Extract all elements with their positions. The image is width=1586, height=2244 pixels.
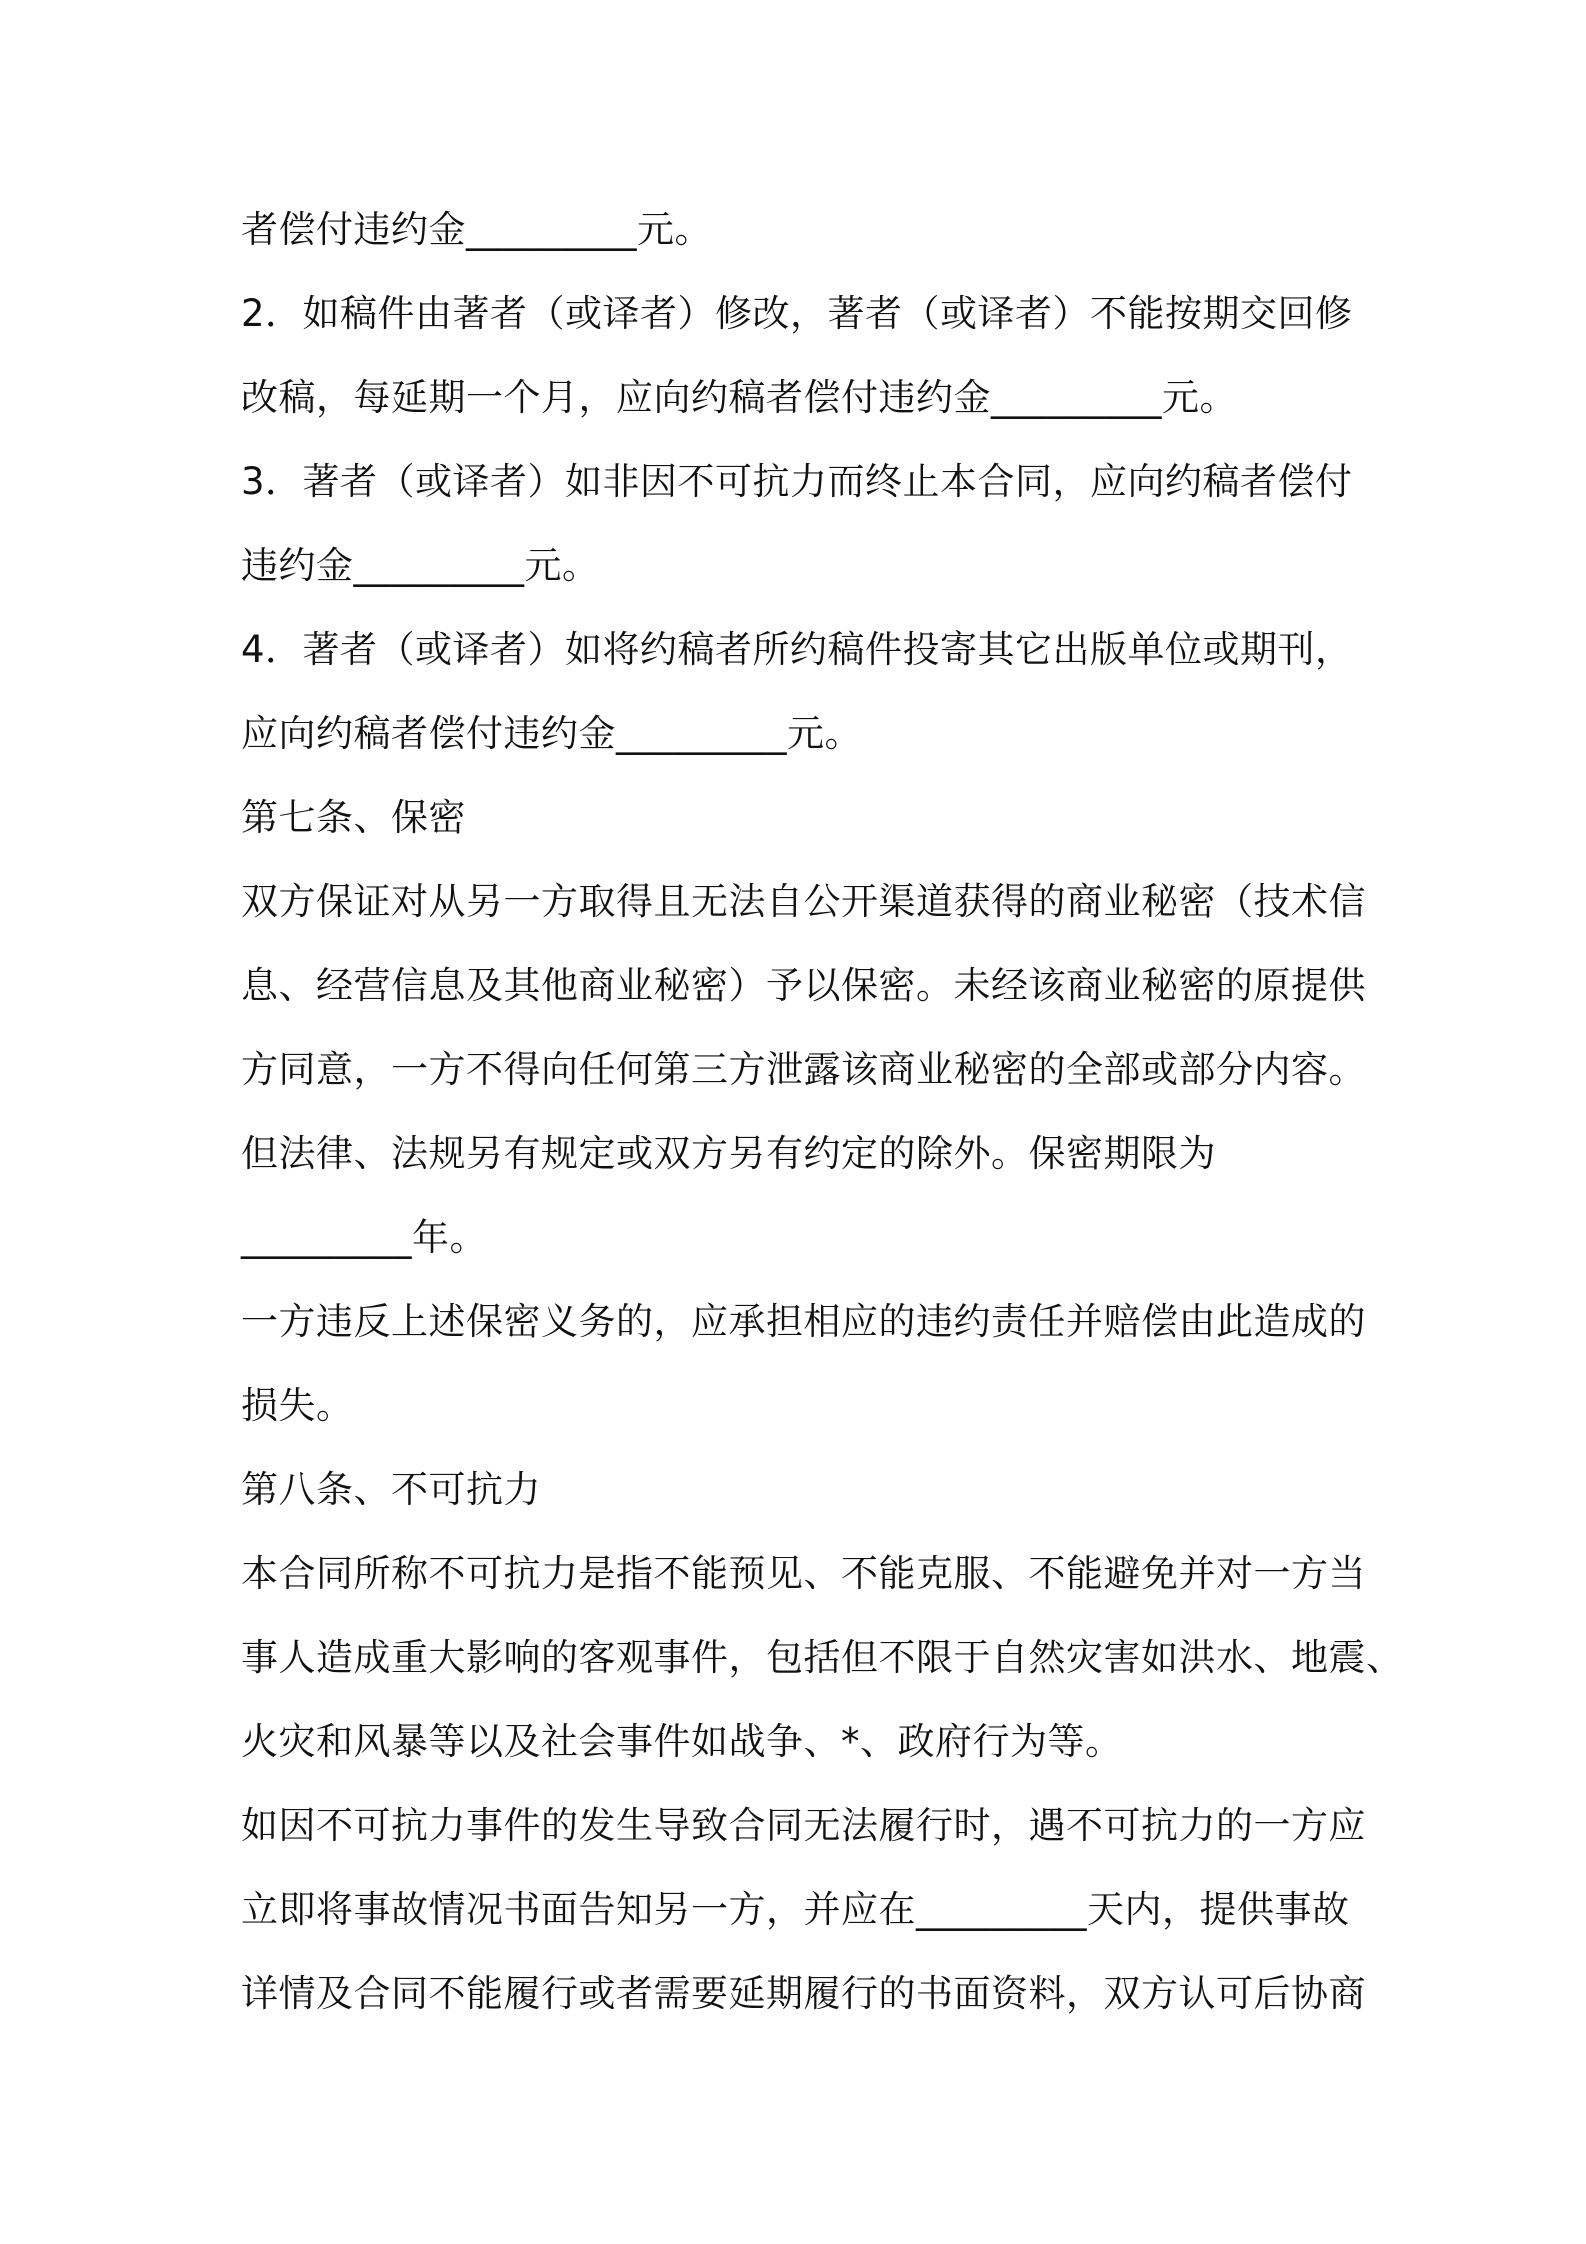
text-line-9: 双方保证对从另一方取得且无法自公开渠道获得的商业秘密（技术信: [241, 880, 1366, 923]
text-line-18: 事人造成重大影响的客观事件，包括但不限于自然灾害如洪水、地震、: [241, 1636, 1404, 1679]
text-line-5: 违约金_________元。: [241, 544, 600, 587]
text-line-10: 息、经营信息及其他商业秘密）予以保密。未经该商业秘密的原提供: [241, 964, 1366, 1007]
text-line-6: 4．著者（或译者）如将约稿者所约稿件投寄其它出版单位或期刊，: [241, 628, 1353, 671]
text-line-22: 详情及合同不能履行或者需要延期履行的书面资料，双方认可后协商: [241, 1972, 1366, 2015]
text-line-12: 但法律、法规另有规定或双方另有约定的除外。保密期限为: [241, 1132, 1216, 1175]
text-line-13: _________年。: [241, 1216, 487, 1259]
text-line-20: 如因不可抗力事件的发生导致合同无法履行时，遇不可抗力的一方应: [241, 1804, 1366, 1847]
text-line-17: 本合同所称不可抗力是指不能预见、不能克服、不能避免并对一方当: [241, 1552, 1366, 1595]
section-heading-7: 第七条、保密: [241, 796, 466, 839]
text-line-15: 损失。: [241, 1384, 354, 1427]
text-line-11: 方同意，一方不得向任何第三方泄露该商业秘密的全部或部分内容。: [241, 1048, 1366, 1091]
section-heading-8: 第八条、不可抗力: [241, 1468, 541, 1511]
text-line-19: 火灾和风暴等以及社会事件如战争、*、政府行为等。: [241, 1720, 1123, 1763]
text-line-2: 2．如稿件由著者（或译者）修改，著者（或译者）不能按期交回修: [241, 292, 1353, 335]
text-line-14: 一方违反上述保密义务的，应承担相应的违约责任并赔偿由此造成的: [241, 1300, 1366, 1343]
text-line-7: 应向约稿者偿付违约金_________元。: [241, 712, 862, 755]
text-line-21: 立即将事故情况书面告知另一方，并应在_________天内，提供事故: [241, 1888, 1350, 1931]
text-line-1: 者偿付违约金_________元。: [241, 208, 712, 251]
text-line-3: 改稿，每延期一个月，应向约稿者偿付违约金_________元。: [241, 376, 1237, 419]
text-line-4: 3．著者（或译者）如非因不可抗力而终止本合同，应向约稿者偿付: [241, 460, 1353, 503]
